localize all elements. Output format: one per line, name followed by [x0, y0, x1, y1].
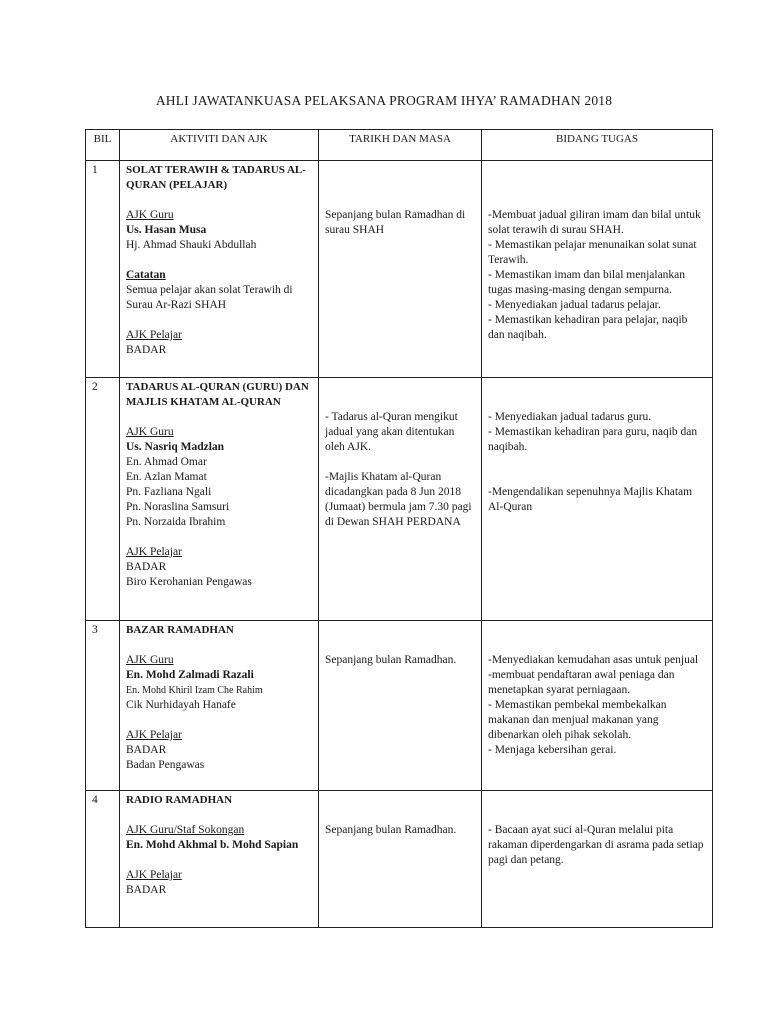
duties-cell	[482, 621, 713, 791]
ajk-guru-lead: Us. Hasan Musa	[126, 224, 207, 236]
duty-item: -Membuat jadual giliran imam dan bilal untuk solat terawih di surau SHAH.	[488, 209, 701, 236]
row-number: 4	[86, 791, 120, 928]
program-name: TADARUS AL-QURAN (GURU) DAN MAJLIS KHATAM AL-QURAN	[126, 381, 309, 408]
ajk-pelajar-member: BADAR	[126, 344, 167, 356]
ajk-guru-member: Pn. Fazliana Ngali	[126, 486, 212, 498]
ajk-pelajar-member: BADAR	[126, 744, 167, 756]
date-cell	[319, 791, 482, 928]
duty-item: - Memastikan pelajar menunaikan solat sunat Terawih.	[488, 239, 697, 266]
program-name: SOLAT TERAWIH & TADARUS AL-QURAN (PELAJAR)	[126, 164, 306, 191]
ajk-guru-member: Pn. Noraslina Samsuri	[126, 501, 230, 513]
ajk-guru-member: En. Ahmad Omar	[126, 456, 207, 468]
program-name: BAZAR RAMADHAN	[126, 624, 234, 636]
header-tarikh: TARIKH DAN MASA	[319, 130, 482, 161]
duty-item: -Menyediakan kemudahan asas untuk penjual	[488, 654, 699, 666]
header-bidang: BIDANG TUGAS	[482, 130, 713, 161]
ajk-guru-member: En. Mohd Khiril Izam Che Rahim	[126, 685, 263, 696]
duty-item: -membuat pendaftaran awal peniaga dan menetapkan syarat perniagaan.	[488, 669, 675, 696]
ajk-pelajar-label: AJK Pelajar	[126, 729, 182, 741]
table-header-row	[86, 130, 713, 161]
committee-table	[85, 129, 713, 928]
duty-item: - Menjaga kebersihan gerai.	[488, 744, 617, 756]
duties-cell	[482, 791, 713, 928]
ajk-pelajar-member: Biro Kerohanian Pengawas	[126, 576, 252, 588]
ajk-guru-lead: Us. Nasriq Madzlan	[126, 441, 225, 453]
date-text: - Tadarus al-Quran mengikut jadual yang akan ditentukan oleh AJK.	[325, 411, 458, 453]
duty-item: - Memastikan imam dan bilal menjalankan tugas masing-masing dengan sempurna.	[488, 269, 686, 296]
date-text: -Majlis Khatam al-Quran dicadangkan pada 8 Jun 2018 (Jumaat) bermula jam 7.30 pagi di Dewan SHAH PERDANA	[325, 471, 472, 528]
ajk-guru-lead: En. Mohd Zalmadi Razali	[126, 669, 254, 681]
duty-item: - Menyediakan jadual tadarus guru.	[488, 411, 652, 423]
activity-cell	[120, 161, 319, 378]
duty-item: -Mengendalikan sepenuhnya Majlis Khatam Al-Quran	[488, 486, 693, 513]
date-text: Sepanjang bulan Ramadhan.	[325, 654, 457, 666]
ajk-pelajar-member: BADAR	[126, 884, 167, 896]
header-bil: BIL	[86, 130, 120, 161]
duties-cell	[482, 161, 713, 378]
header-aktiviti: AKTIVITI DAN AJK	[120, 130, 319, 161]
date-cell	[319, 161, 482, 378]
duty-item: - Menyediakan jadual tadarus pelajar.	[488, 299, 661, 311]
ajk-pelajar-member: Badan Pengawas	[126, 759, 205, 771]
document-title: AHLI JAWATANKUASA PELAKSANA PROGRAM IHYA’ RAMADHAN 2018	[155, 93, 613, 108]
catatan-text: Semua pelajar akan solat Terawih di Surau Ar-Razi SHAH	[126, 284, 293, 311]
ajk-pelajar-label: AJK Pelajar	[126, 546, 182, 558]
date-cell	[319, 621, 482, 791]
ajk-guru-label: AJK Guru/Staf Sokongan	[126, 824, 245, 836]
ajk-guru-label: AJK Guru	[126, 209, 174, 221]
table-row	[86, 791, 713, 928]
catatan-label: Catatan	[126, 269, 166, 281]
duty-item: - Memastikan kehadiran para pelajar, naqib dan naqibah.	[488, 314, 688, 341]
table-row	[86, 378, 713, 621]
ajk-guru-lead: En. Mohd Akhmal b. Mohd Sapian	[126, 839, 299, 851]
row-number: 1	[86, 161, 120, 378]
ajk-guru-member: Cik Nurhidayah Hanafe	[126, 699, 236, 711]
row-number: 3	[86, 621, 120, 791]
date-cell	[319, 378, 482, 621]
activity-cell	[120, 621, 319, 791]
ajk-guru-member: En. Azlan Mamat	[126, 471, 207, 483]
duty-item: - Bacaan ayat suci al-Quran melalui pita rakaman diperdengarkan di asrama pada setiap pagi dan petang.	[488, 824, 704, 866]
ajk-guru-label: AJK Guru	[126, 654, 174, 666]
duties-cell	[482, 378, 713, 621]
activity-cell	[120, 378, 319, 621]
duty-item: - Memastikan pembekal membekalkan makanan dan menjual makanan yang dibenarkan oleh pihak sekolah.	[488, 699, 667, 741]
table-row	[86, 621, 713, 791]
ajk-pelajar-label: AJK Pelajar	[126, 869, 182, 881]
duty-item: - Memastikan kehadiran para guru, naqib dan naqibah.	[488, 426, 698, 453]
program-name: RADIO RAMADHAN	[126, 794, 233, 806]
ajk-pelajar-member: BADAR	[126, 561, 167, 573]
activity-cell	[120, 791, 319, 928]
date-text: Sepanjang bulan Ramadhan.	[325, 824, 457, 836]
date-text: Sepanjang bulan Ramadhan di surau SHAH	[325, 209, 466, 236]
ajk-guru-member: Hj. Ahmad Shauki Abdullah	[126, 239, 257, 251]
ajk-guru-label: AJK Guru	[126, 426, 174, 438]
ajk-pelajar-label: AJK Pelajar	[126, 329, 182, 341]
table-row	[86, 161, 713, 378]
ajk-guru-member: Pn. Norzaida Ibrahim	[126, 516, 226, 528]
row-number: 2	[86, 378, 120, 621]
